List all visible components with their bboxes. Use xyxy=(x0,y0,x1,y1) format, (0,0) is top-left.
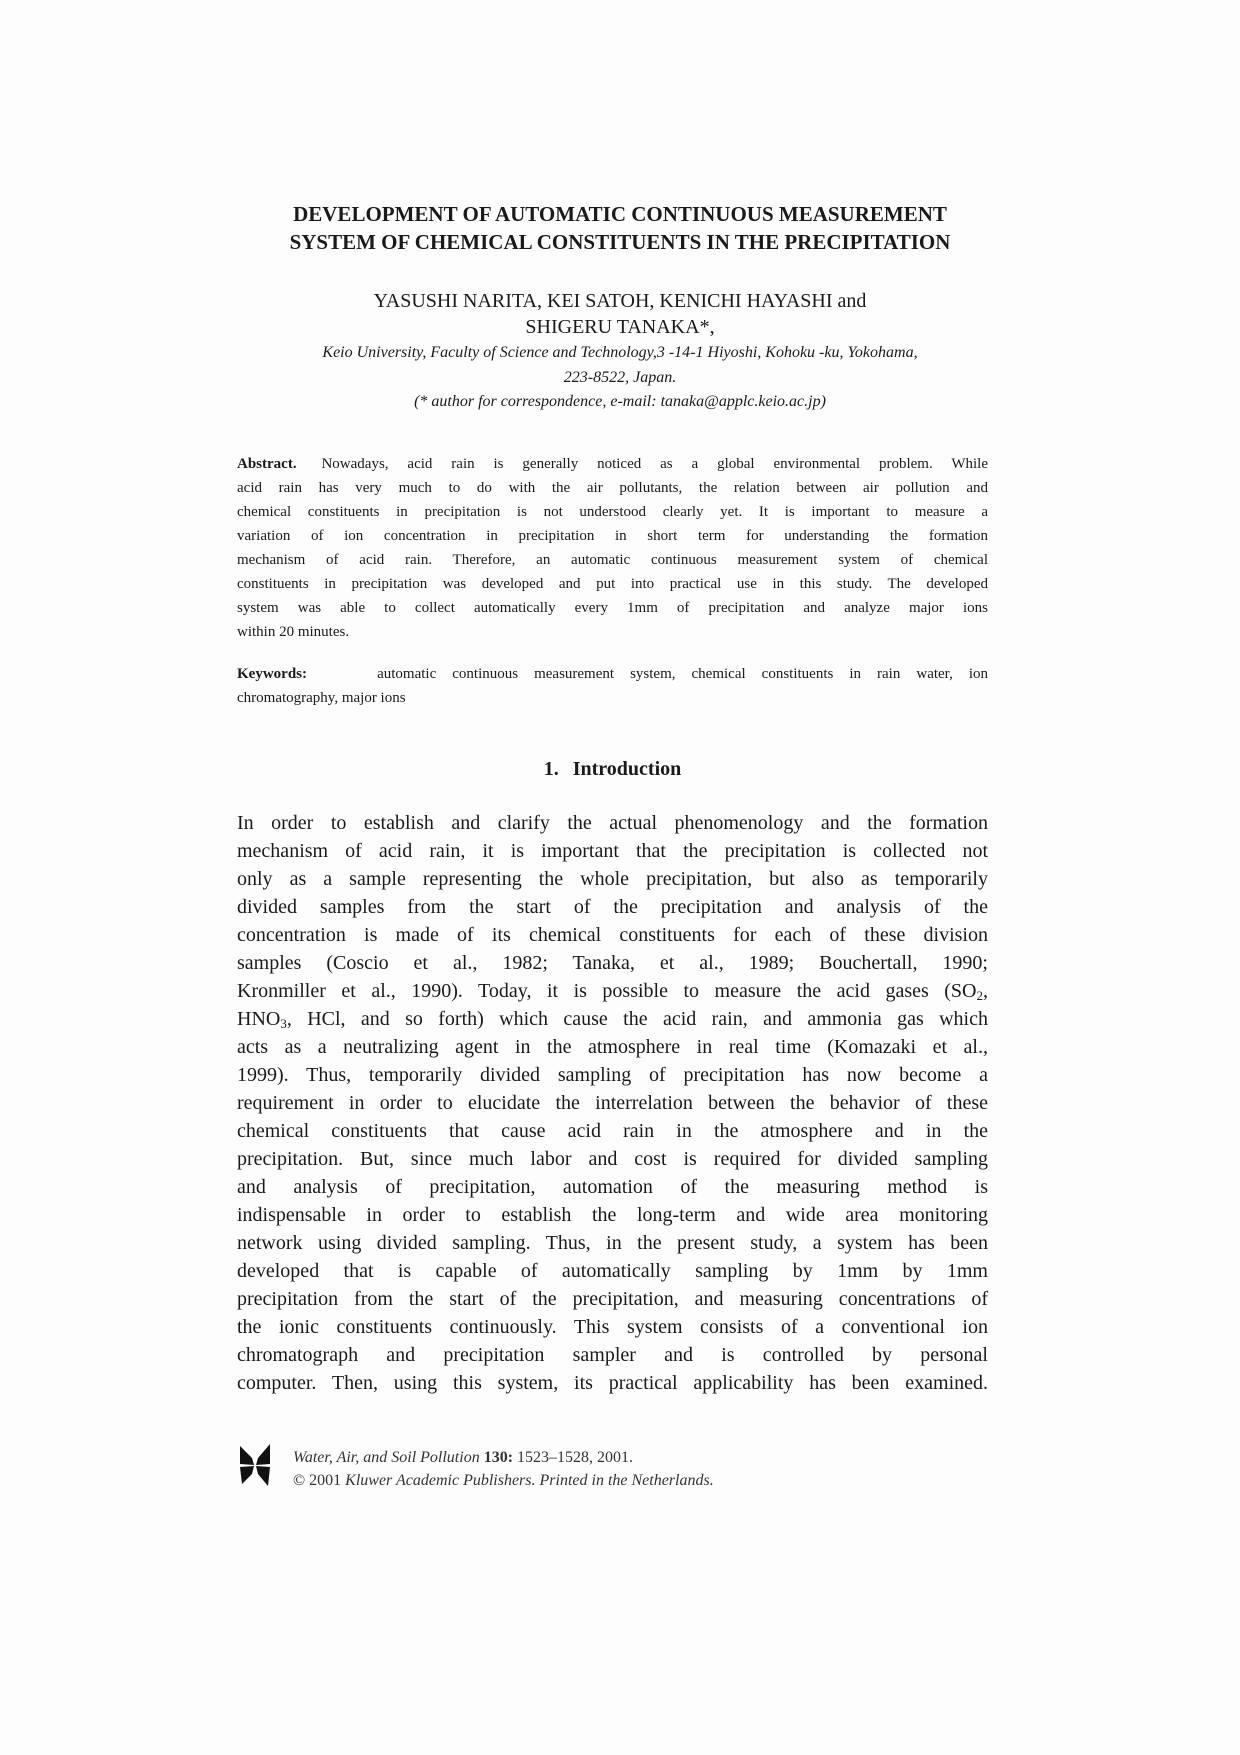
body-line: samples (Coscio et al., 1982; Tanaka, et al., 1989; Bouchertall, 1990; xyxy=(237,952,988,974)
title-line: DEVELOPMENT OF AUTOMATIC CONTINUOUS MEASUREMENT xyxy=(293,202,947,226)
introduction-body xyxy=(237,809,988,1397)
affiliation-line: 223-8522, Japan. xyxy=(563,368,677,386)
body-line: mechanism of acid rain, it is important that the precipitation is collected not xyxy=(237,840,988,862)
correspondence-line: (* author for correspondence, e-mail: tanaka@applc.keio.ac.jp) xyxy=(414,393,826,410)
body-line: only as a sample representing the whole precipitation, but also as temporarily xyxy=(237,868,988,890)
body-line: network using divided sampling. Thus, in the present study, a system has been xyxy=(237,1232,988,1254)
copyright-line: © 2001 Kluwer Academic Publishers. Printed in the Netherlands. xyxy=(293,1472,714,1489)
affiliation xyxy=(200,341,1040,415)
affiliation-line: Keio University, Faculty of Science and Technology,3 -14-1 Hiyoshi, Kohoku -ku, Yokohama, xyxy=(322,344,918,361)
body-line: and analysis of precipitation, automation of the measuring method is xyxy=(237,1176,988,1198)
abstract xyxy=(237,452,988,644)
abstract-line: chemical constituents in precipitation is not understood clearly yet. It is important to measure a xyxy=(237,504,988,520)
abstract-line: variation of ion concentration in precipitation in short term for understanding the formation xyxy=(237,528,988,544)
body-line: indispensable in order to establish the long-term and wide area monitoring xyxy=(237,1204,988,1226)
body-line: precipitation. But, since much labor and cost is required for divided sampling xyxy=(237,1148,988,1170)
body-line: the ionic constituents continuously. This system consists of a conventional ion xyxy=(237,1316,988,1338)
body-line: $HNO_3$, HCl, and so forth) which cause the acid rain, and ammonia gas which xyxy=(237,1008,988,1031)
body-line: concentration is made of its chemical constituents for each of these division xyxy=(237,924,988,946)
section-title: Introduction xyxy=(572,758,682,780)
section-number: 1. xyxy=(543,758,559,780)
body-line: divided samples from the start of the precipitation and analysis of the xyxy=(237,896,988,918)
authors-line: YASUSHI NARITA, KEI SATOH, KENICHI HAYASHI and xyxy=(373,290,867,312)
body-line: acts as a neutralizing agent in the atmosphere in real time (Komazaki et al., xyxy=(237,1036,988,1058)
body-line: Kronmiller et al., 1990). Today, it is possible to measure the acid gases ($SO_2$, xyxy=(237,980,988,1003)
abstract-line: constituents in precipitation was developed and put into practical use in this study. The developed xyxy=(237,576,988,592)
keywords-line: Keywords: automatic continuous measurement system, chemical constituents in rain water, ion xyxy=(237,666,989,682)
citation-line: Water, Air, and Soil Pollution 130: 1523–1528, 2001. xyxy=(293,1449,634,1466)
authors xyxy=(200,288,1040,340)
body-line: 1999). Thus, temporarily divided sampling of precipitation has now become a xyxy=(237,1064,988,1086)
body-line: In order to establish and clarify the actual phenomenology and the formation xyxy=(237,812,988,834)
abstract-label: Abstract. xyxy=(237,456,297,472)
abstract-line: mechanism of acid rain. Therefore, an automatic continuous measurement system of chemical xyxy=(237,552,988,568)
publisher-logo-icon xyxy=(238,1444,272,1486)
title-line: SYSTEM OF CHEMICAL CONSTITUENTS IN THE PRECIPITATION xyxy=(289,230,951,254)
journal-footer xyxy=(293,1446,714,1492)
keywords xyxy=(237,662,988,710)
keywords-label: Keywords: xyxy=(237,666,307,682)
paper-title xyxy=(200,200,1040,256)
body-line: precipitation from the start of the precipitation, and measuring concentrations of xyxy=(237,1288,988,1310)
abstract-line: Abstract. Nowadays, acid rain is generally noticed as a global environmental problem. While xyxy=(237,456,988,472)
authors-line: SHIGERU TANAKA*, xyxy=(525,316,715,338)
abstract-line: system was able to collect automatically every 1mm of precipitation and analyze major ions xyxy=(237,600,988,616)
body-line: chromatograph and precipitation sampler and is controlled by personal xyxy=(237,1344,988,1366)
body-line: chemical constituents that cause acid rain in the atmosphere and in the xyxy=(237,1120,988,1142)
keywords-line: chromatography, major ions xyxy=(237,690,406,706)
abstract-line: acid rain has very much to do with the air pollutants, the relation between air pollution and xyxy=(237,480,988,496)
abstract-line: within 20 minutes. xyxy=(237,624,350,640)
body-line: computer. Then, using this system, its practical applicability has been examined. xyxy=(237,1372,988,1394)
section-heading-introduction xyxy=(237,757,988,781)
body-line: requirement in order to elucidate the interrelation between the behavior of these xyxy=(237,1092,988,1114)
body-line: developed that is capable of automatically sampling by 1mm by 1mm xyxy=(237,1260,988,1282)
